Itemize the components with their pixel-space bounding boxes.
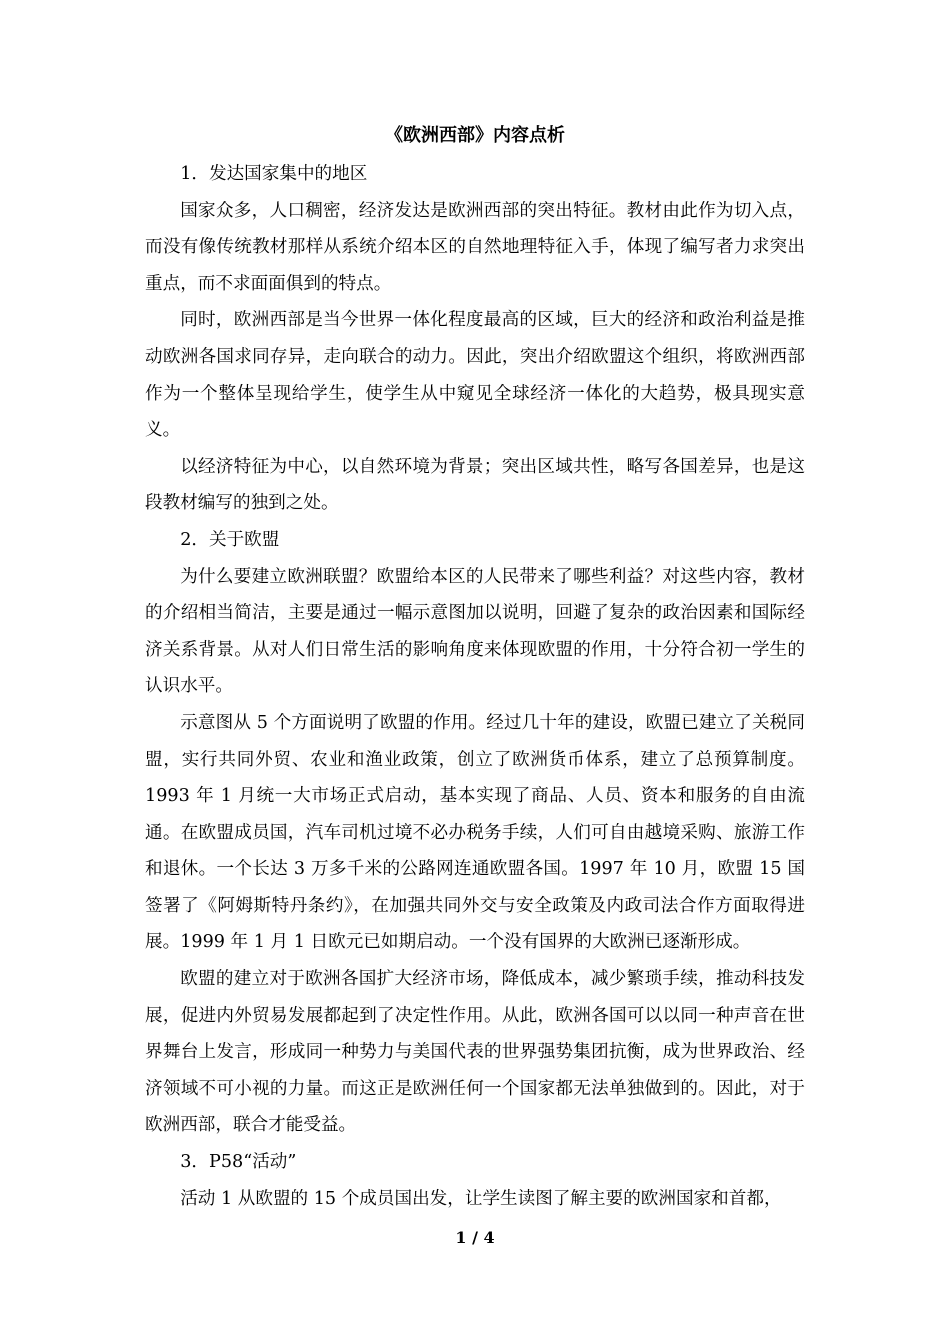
section-heading-3: 3．P58“活动” xyxy=(180,1152,297,1173)
body-paragraph: 以经济特征为中心，以自然环境为背景；突出区域共性，略写各国差异，也是这段教材编写的独到之处。 xyxy=(145,456,805,514)
body-paragraph: 活动 1 从欧盟的 15 个成员国出发，让学生读图了解主要的欧洲国家和首都， xyxy=(180,1188,782,1209)
section-heading-1: 1．发达国家集中的地区 xyxy=(180,164,368,184)
body-paragraph: 为什么要建立欧洲联盟？欧盟给本区的人民带来了哪些利益？对这些内容，教材的介绍相当简洁，主要是通过一幅示意图加以说明，回避了复杂的政治因素和国际经济关系背景。从对人们日常生活的影响角度来体现欧盟的作用，十分符合初一学生的认识水平。 xyxy=(145,566,805,697)
body-paragraph: 国家众多，人口稠密，经济发达是欧洲西部的突出特征。教材由此作为切入点，而没有像传统教材那样从系统介绍本区的自然地理特征入手，体现了编写者力求突出重点，而不求面面俱到的特点。 xyxy=(145,200,805,294)
section-heading-2: 2．关于欧盟 xyxy=(180,529,280,550)
body-paragraph: 同时，欧洲西部是当今世界一体化程度最高的区域，巨大的经济和政治利益是推动欧洲各国求同存异，走向联合的动力。因此，突出介绍欧盟这个组织，将欧洲西部作为一个整体呈现给学生，使学生从中窥见全球经济一体化的大趋势，极具现实意义。 xyxy=(145,310,805,441)
document-title: 《欧洲西部》内容点析 xyxy=(385,125,565,146)
body-paragraph: 欧盟的建立对于欧洲各国扩大经济市场，降低成本，减少繁琐手续，推动科技发展，促进内外贸易发展都起到了决定性作用。从此，欧洲各国可以以同一种声音在世界舞台上发言，形成同一种势力与美国代表的世界强势集团抗衡，成为世界政治、经济领域不可小视的力量。而这正是欧洲任何一个国家都无法单独做到的。因此，对于欧洲西部，联合才能受益。 xyxy=(145,969,805,1136)
document-body xyxy=(145,156,805,1217)
page-number: 1 / 4 xyxy=(455,1228,495,1247)
body-paragraph: 示意图从 5 个方面说明了欧盟的作用。经过几十年的建设，欧盟已建立了关税同盟，实行共同外贸、农业和渔业政策，创立了欧洲货币体系，建立了总预算制度。1993 年 1 月统一大市场正式启动，基本实现了商品、人员、资本和服务的自由流通。在欧盟成员国，汽车司机过境不必办税务手续，人们可自由越境采购、旅游工作和退休。一个长达 3 万多千米的公路网连通欧盟各国。1997 年 10 月，欧盟 15 国签署了《阿姆斯特丹条约》，在加强共同外交与安全政策及内政司法合作方面取得进展。1999 年 1 月 1 日欧元已如期启动。一个没有国界的大欧洲已逐渐形成。 xyxy=(145,712,805,953)
